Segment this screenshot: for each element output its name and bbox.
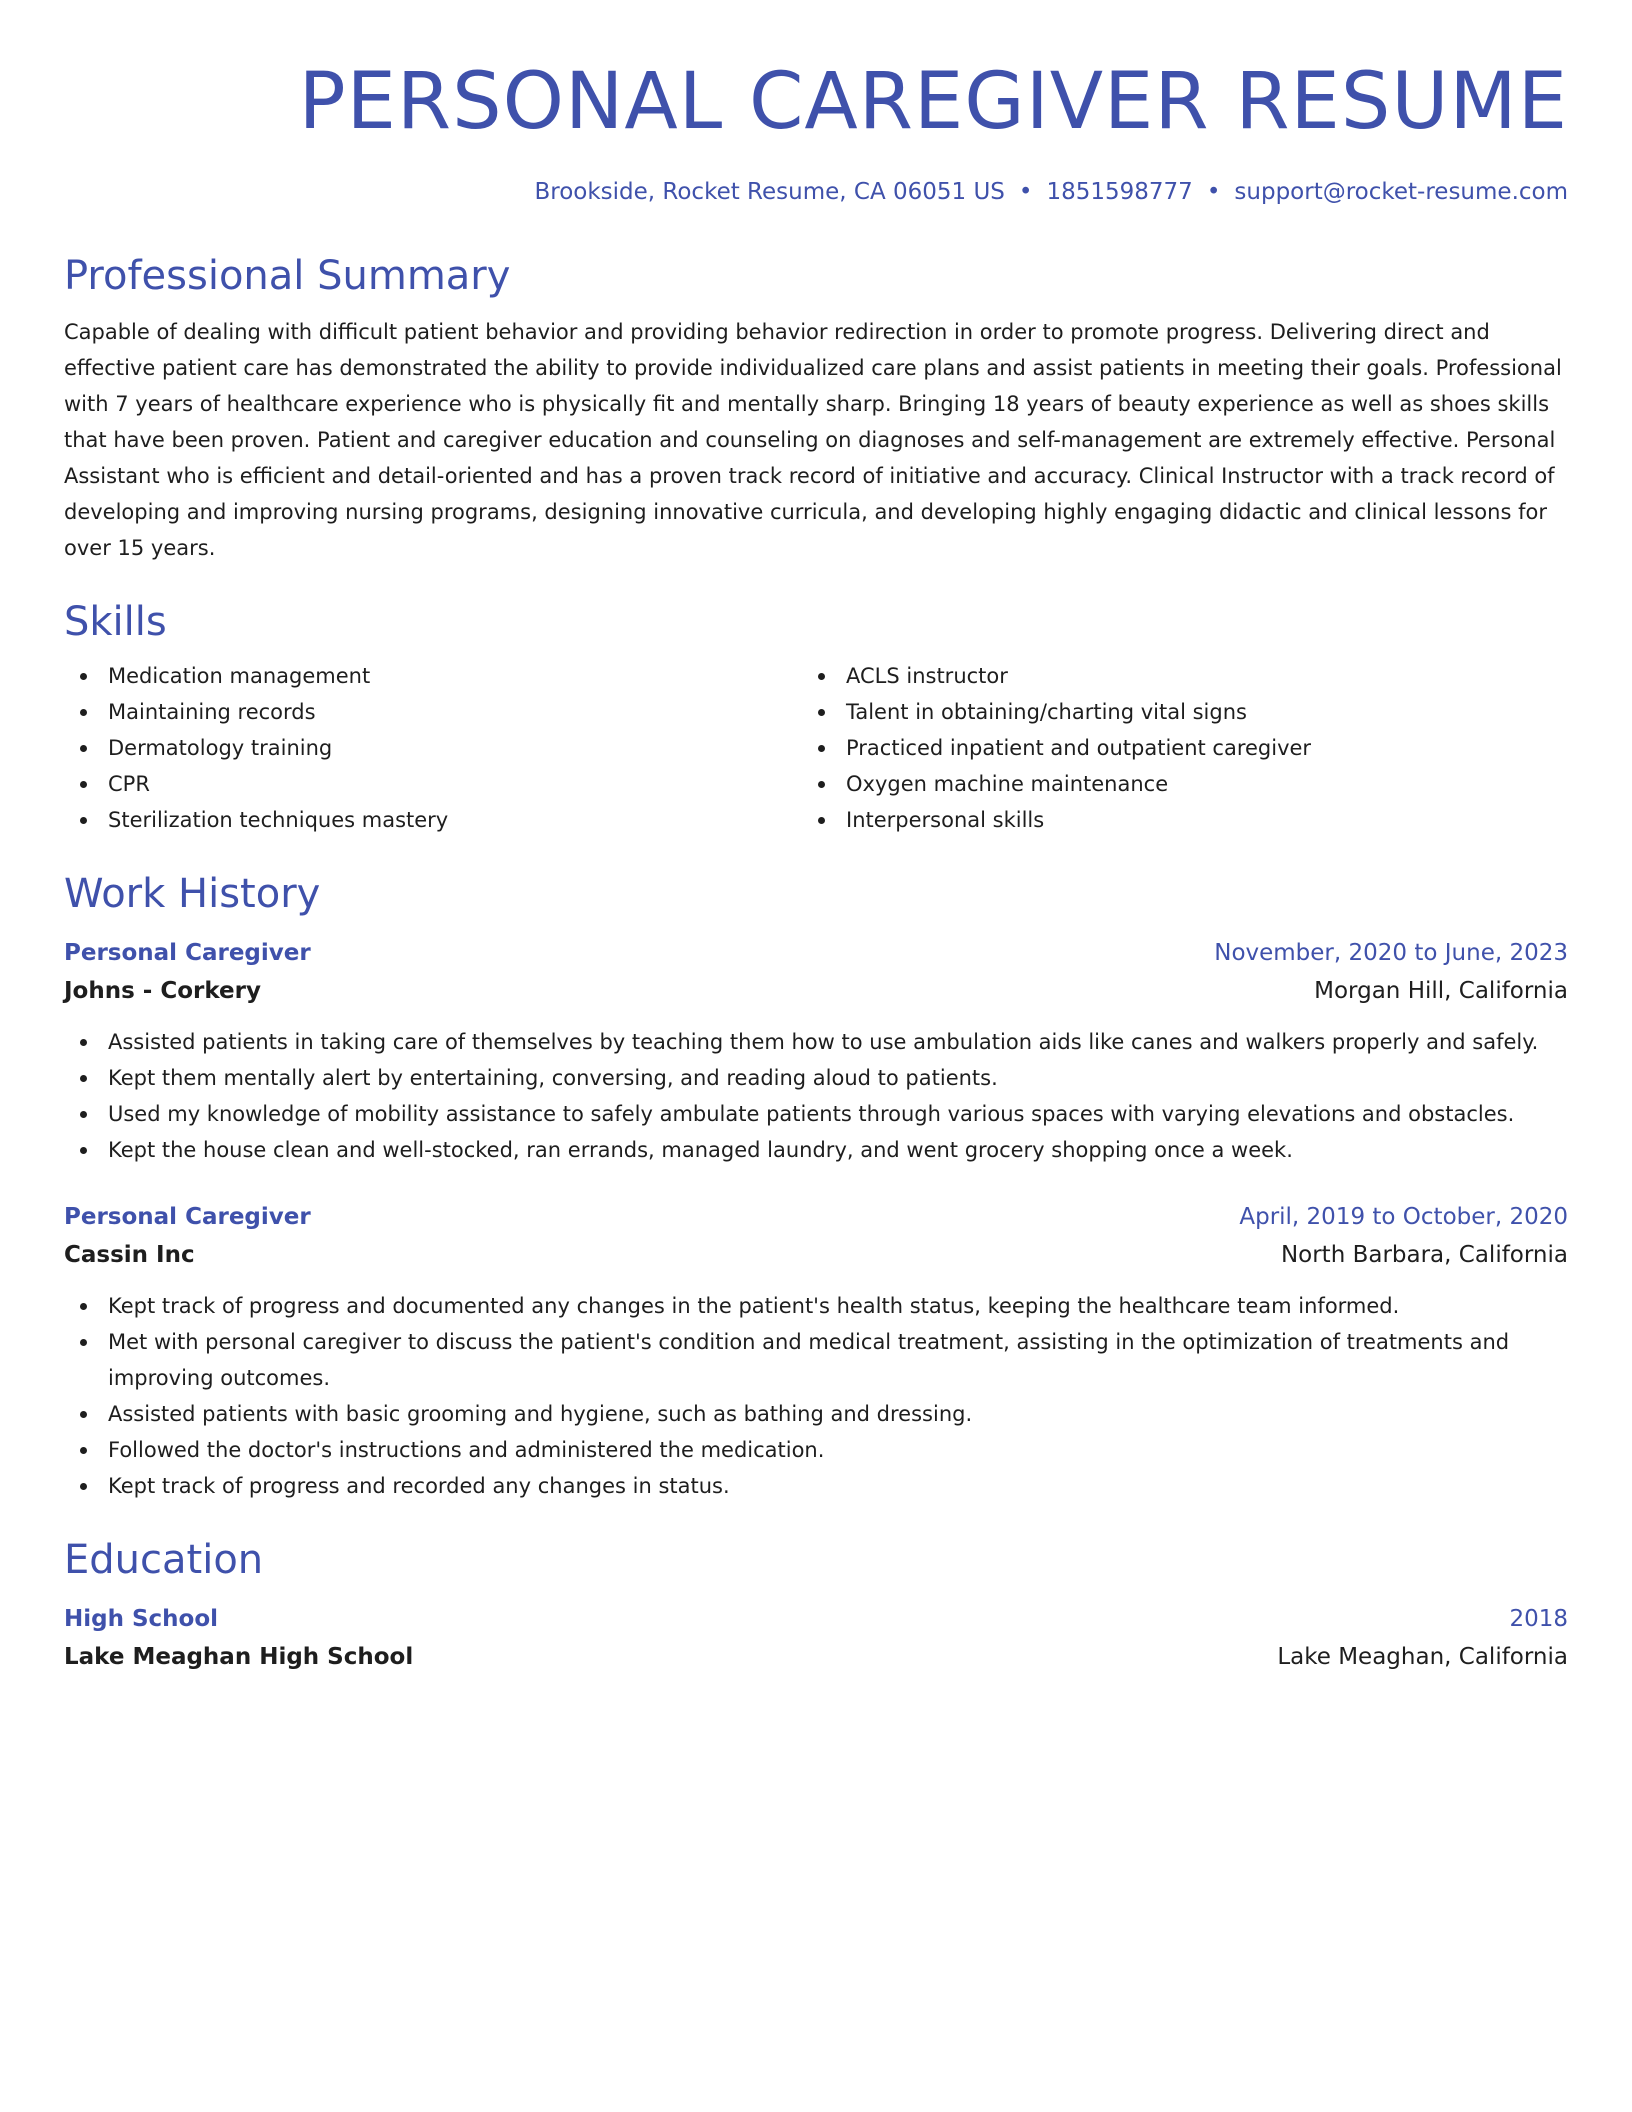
job-dates: April, 2019 to October, 2020 (1239, 1204, 1568, 1230)
job-bullet: Kept track of progress and documented any changes in the patient's health status, keeping the healthcare team informed. (64, 1288, 1568, 1324)
contact-address: Brookside, Rocket Resume, CA 06051 US (534, 179, 1005, 205)
job-bullets (64, 1288, 1568, 1504)
skill-item: ACLS instructor (802, 658, 1540, 694)
contact-phone: 1851598777 (1046, 179, 1193, 205)
education-heading: Education (64, 1537, 264, 1583)
job-entry (64, 1198, 1568, 1504)
skill-item: Dermatology training (64, 730, 802, 766)
contact-separator: • (1018, 179, 1033, 205)
education-entry (64, 1600, 1568, 1676)
contact-line (64, 176, 1568, 208)
job-company: Cassin Inc (64, 1242, 195, 1268)
job-location: Morgan Hill, California (1314, 978, 1568, 1004)
job-entry (64, 934, 1568, 1168)
job-bullet: Kept the house clean and well-stocked, ran errands, managed laundry, and went grocery shopping once a week. (64, 1132, 1568, 1168)
job-bullets (64, 1024, 1568, 1168)
summary-heading: Professional Summary (64, 253, 511, 299)
skills-list (64, 658, 1568, 838)
summary-text: Capable of dealing with difficult patient behavior and providing behavior redirection in order to promote progress. Delivering direct and effective patient care has demonstrated the ability to provide individualized care plans and assist patients in meeting their goals. Professional with 7 years of healthcare experience who is physically fit and mentally sharp. Bringing 18 years of beauty experience as well as shoes skills that have been proven. Patient and caregiver education and counseling on diagnoses and self-management are extremely effective. Personal Assistant who is efficient and detail-oriented and has a proven track record of initiative and accuracy. Clinical Instructor with a track record of developing and improving nursing programs, designing innovative curricula, and developing highly engaging didactic and clinical lessons for over 15 years. (64, 320, 1562, 560)
education-school: Lake Meaghan High School (64, 1644, 414, 1670)
contact-separator: • (1206, 179, 1221, 205)
job-bullet: Followed the doctor's instructions and administered the medication. (64, 1432, 1568, 1468)
skill-item: Interpersonal skills (802, 802, 1540, 838)
education-degree: High School (64, 1606, 219, 1632)
job-dates: November, 2020 to June, 2023 (1214, 940, 1568, 966)
skills-column-right (802, 658, 1540, 838)
skills-column-left (64, 658, 802, 838)
skill-item: Talent in obtaining/charting vital signs (802, 694, 1540, 730)
skill-item: Medication management (64, 658, 802, 694)
job-bullet: Assisted patients in taking care of themselves by teaching them how to use ambulation aids like canes and walkers properly and safely. (64, 1024, 1568, 1060)
resume-title: PERSONAL CAREGIVER RESUME (298, 57, 1568, 147)
skill-item: Maintaining records (64, 694, 802, 730)
job-bullet: Assisted patients with basic grooming and hygiene, such as bathing and dressing. (64, 1396, 1568, 1432)
job-title: Personal Caregiver (64, 1204, 311, 1230)
skills-heading: Skills (64, 599, 167, 645)
contact-email: support@rocket-resume.com (1234, 179, 1568, 205)
skill-item: Sterilization techniques mastery (64, 802, 802, 838)
job-company: Johns - Corkery (64, 978, 261, 1004)
job-bullet: Kept track of progress and recorded any changes in status. (64, 1468, 1568, 1504)
work-history-heading: Work History (64, 871, 321, 917)
skill-item: Oxygen machine maintenance (802, 766, 1540, 802)
job-location: North Barbara, California (1280, 1242, 1568, 1268)
job-bullet: Kept them mentally alert by entertaining, conversing, and reading aloud to patients. (64, 1060, 1568, 1096)
education-location: Lake Meaghan, California (1277, 1644, 1568, 1670)
job-bullet: Met with personal caregiver to discuss the patient's condition and medical treatment, assisting in the optimization of treatments and improving outcomes. (64, 1324, 1568, 1396)
education-year: 2018 (1509, 1606, 1568, 1632)
skill-item: Practiced inpatient and outpatient caregiver (802, 730, 1540, 766)
skill-item: CPR (64, 766, 802, 802)
job-title: Personal Caregiver (64, 940, 311, 966)
job-bullet: Used my knowledge of mobility assistance to safely ambulate patients through various spaces with varying elevations and obstacles. (64, 1096, 1568, 1132)
